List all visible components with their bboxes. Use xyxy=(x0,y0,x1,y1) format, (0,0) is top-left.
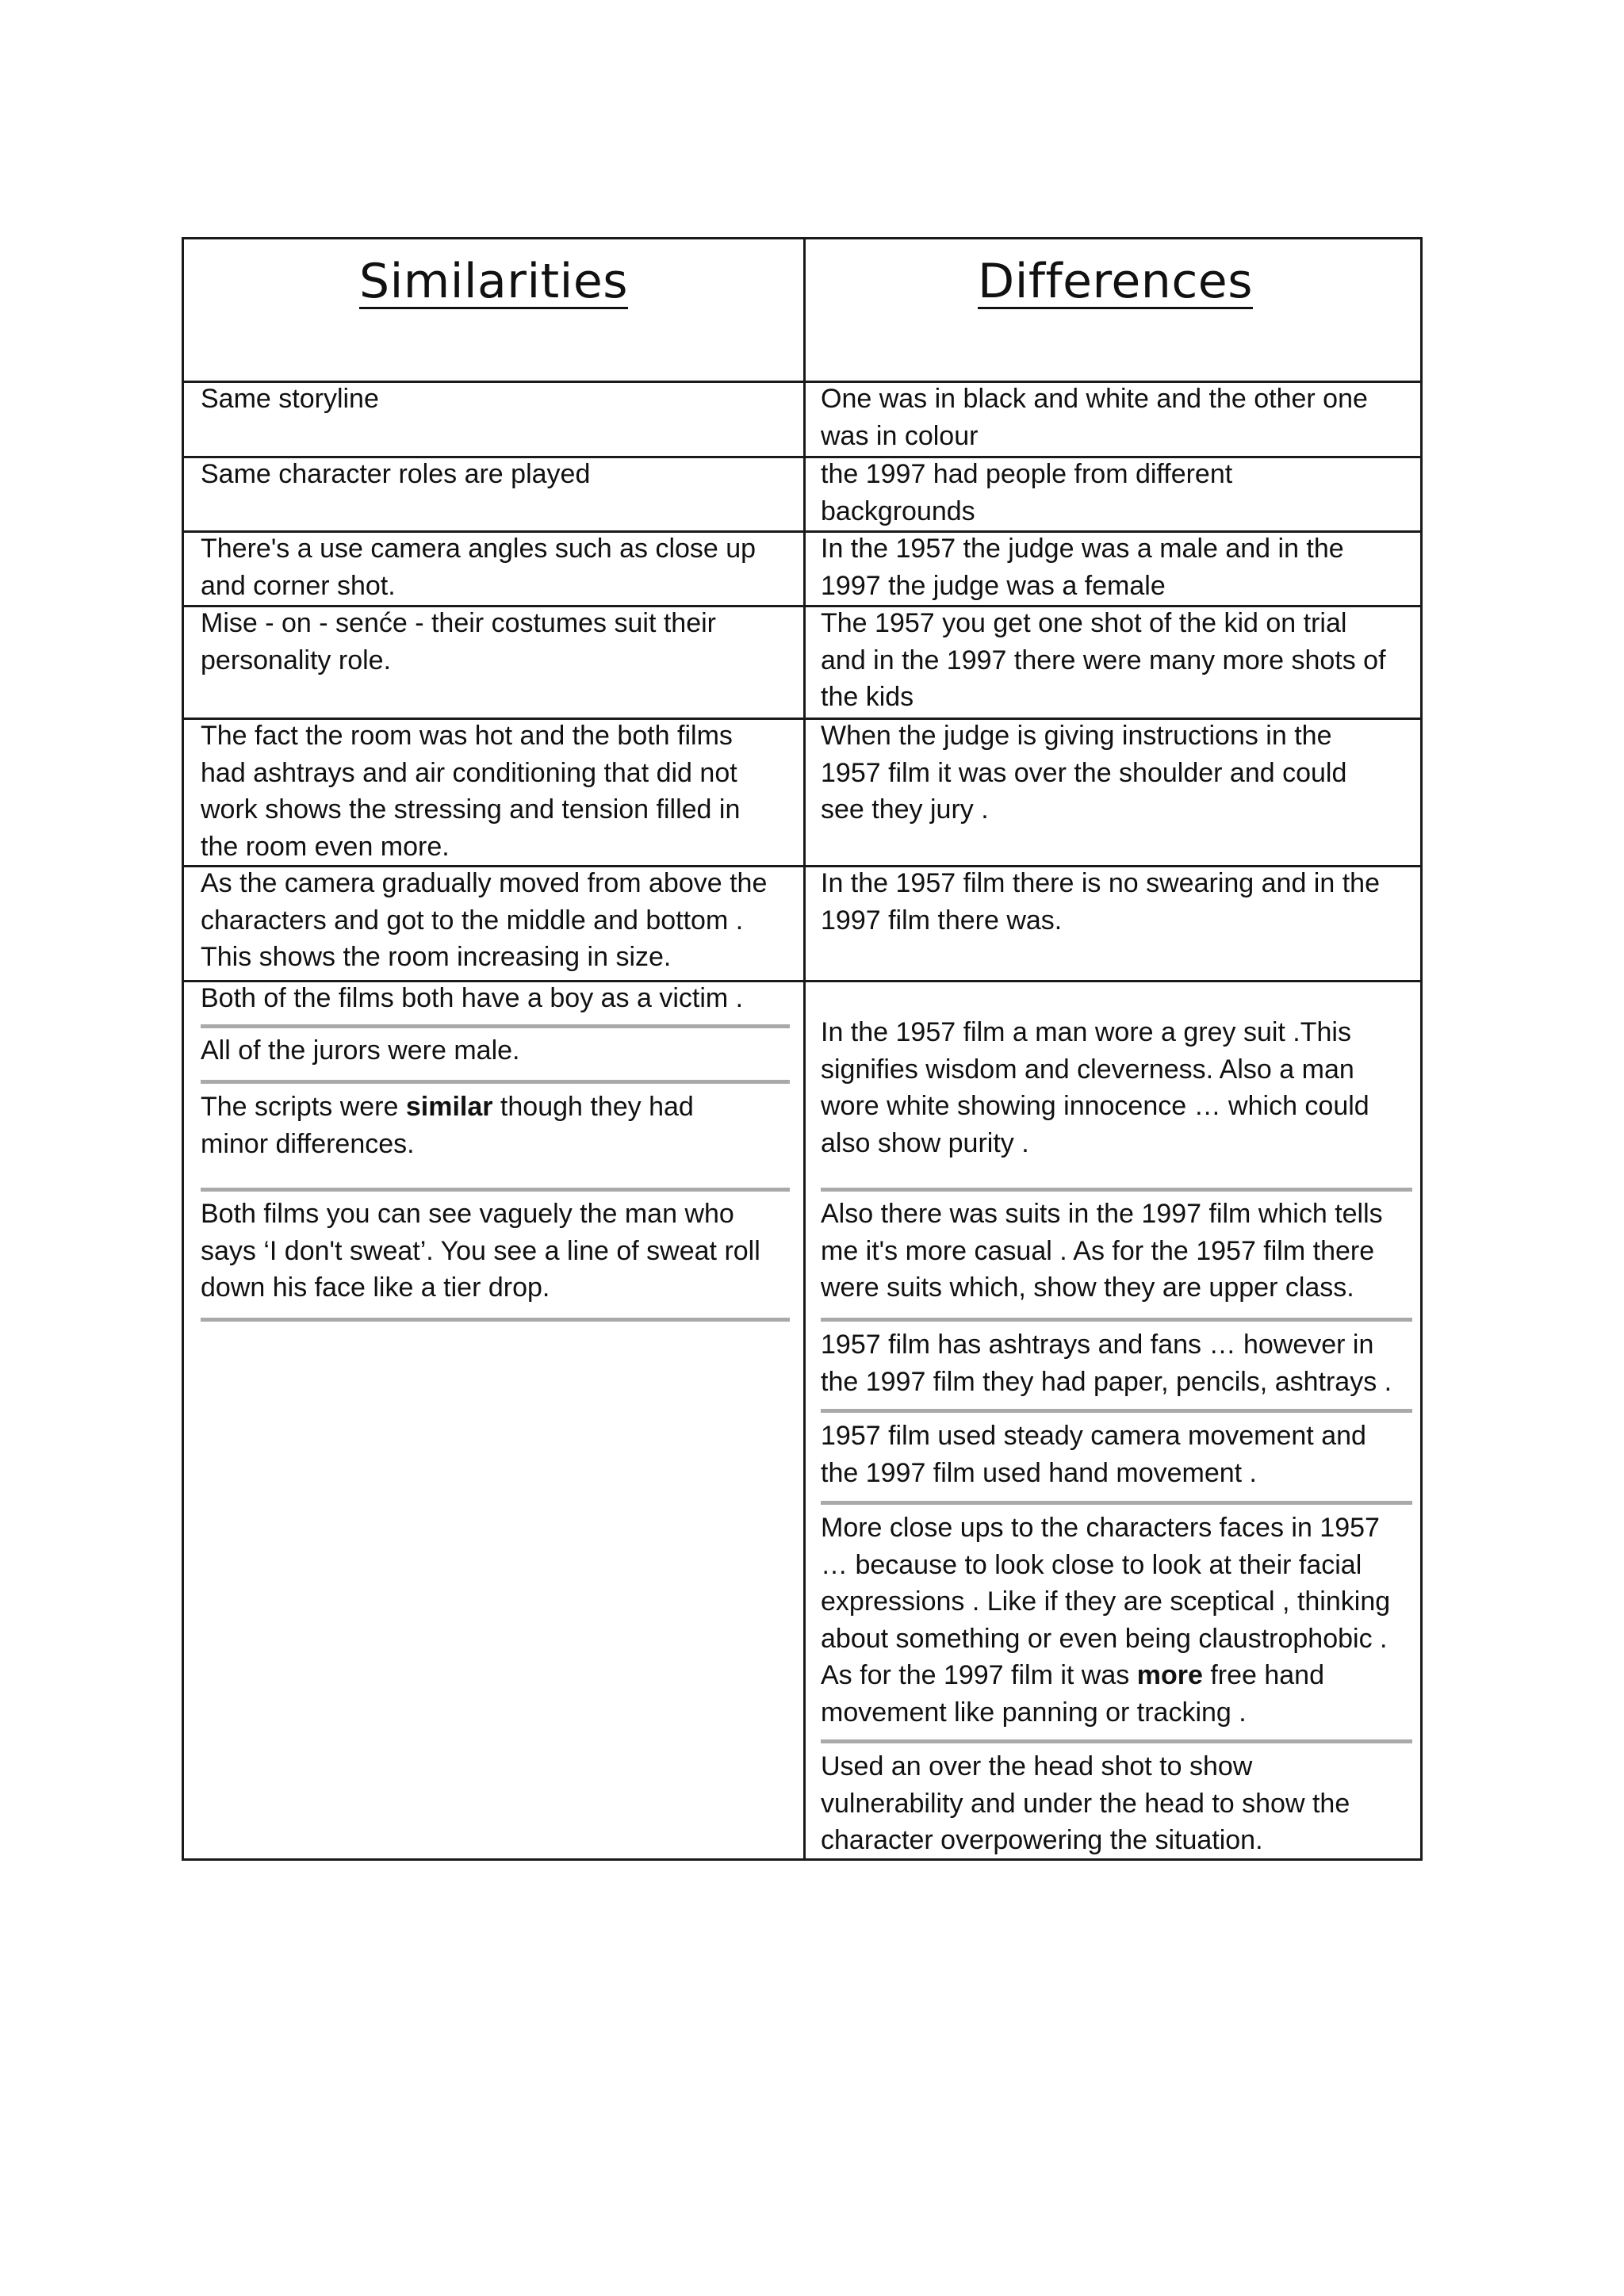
similarity-item xyxy=(201,1089,795,1162)
difference-item: Used an over the head shot to show vulnerability and under the head to show the character overpowering the situation. xyxy=(821,1751,1350,1855)
difference-item: One was in black and white and the other one was in colour xyxy=(821,384,1368,451)
similarity-item: There's a use camera angles such as close up and corner shot. xyxy=(201,534,756,601)
difference-item: the 1997 had people from different backgrounds xyxy=(821,459,1233,526)
similarity-item: All of the jurors were male. xyxy=(201,1035,520,1066)
similarity-item: Mise - on - senće - their costumes suit their personality role. xyxy=(201,608,717,675)
separator xyxy=(821,1409,1412,1413)
text-segment: The scripts were xyxy=(201,1092,406,1122)
text-segment: though they had minor differences. xyxy=(201,1092,694,1159)
separator xyxy=(201,1080,790,1084)
similarity-item: As the camera gradually moved from above the characters and got to the middle and bottom . This shows the room increasing in size. xyxy=(201,868,768,972)
separator xyxy=(821,1318,1412,1322)
difference-item: 1957 film used steady camera movement and the 1997 film used hand movement . xyxy=(821,1421,1366,1488)
separator xyxy=(201,1024,790,1028)
separator xyxy=(821,1501,1412,1505)
text-segment: free hand movement like panning or tracking . xyxy=(821,1660,1324,1728)
difference-item: The 1957 you get one shot of the kid on trial and in the 1997 there were many more shots of the kids xyxy=(821,608,1386,712)
similarity-item: Both films you can see vaguely the man who says ‘I don't sweat’. You see a line of sweat roll down his face like a tier drop. xyxy=(201,1199,760,1303)
difference-item: In the 1957 film a man wore a grey suit .This signifies wisdom and cleverness. Also a man wore white showing innocence … which could also show purity . xyxy=(821,1017,1369,1158)
similarity-item: Both of the films both have a boy as a victim . xyxy=(201,983,744,1013)
bold-text: more xyxy=(1136,1660,1203,1690)
similarity-item: The fact the room was hot and the both films had ashtrays and air conditioning that did not work shows the stressing and tension filled in the room even more. xyxy=(201,721,741,862)
difference-item: When the judge is giving instructions in the 1957 film it was over the shoulder and could see they jury . xyxy=(821,721,1347,825)
separator xyxy=(821,1739,1412,1743)
bold-text: similar xyxy=(405,1092,493,1122)
difference-item: Also there was suits in the 1997 film which tells me it's more casual . As for the 1957 film there were suits which, show they are upper class. xyxy=(821,1199,1383,1303)
comparison-table xyxy=(182,237,1423,1861)
similarity-item: Same character roles are played xyxy=(201,459,591,489)
column-divider xyxy=(803,239,806,1858)
header-similarities: Similarities xyxy=(358,254,629,309)
text-segment: More close ups to the characters faces in 1957 … because to look close to look at their facial expressions . Like if they are sceptical , thinking about something or even being claustrophobic . As for the 1997 film it was xyxy=(821,1513,1391,1690)
header-differences: Differences xyxy=(978,254,1253,309)
difference-item: In the 1957 the judge was a male and in the 1997 the judge was a female xyxy=(821,534,1344,601)
difference-item xyxy=(821,1510,1419,1731)
separator xyxy=(201,1188,790,1192)
similarity-item: Same storyline xyxy=(201,384,379,414)
difference-item: In the 1957 film there is no swearing and in the 1997 film there was. xyxy=(821,868,1380,936)
separator xyxy=(821,1188,1412,1192)
separator xyxy=(201,1318,790,1322)
difference-item: 1957 film has ashtrays and fans … however in the 1997 film they had paper, pencils, ashtrays . xyxy=(821,1330,1392,1397)
